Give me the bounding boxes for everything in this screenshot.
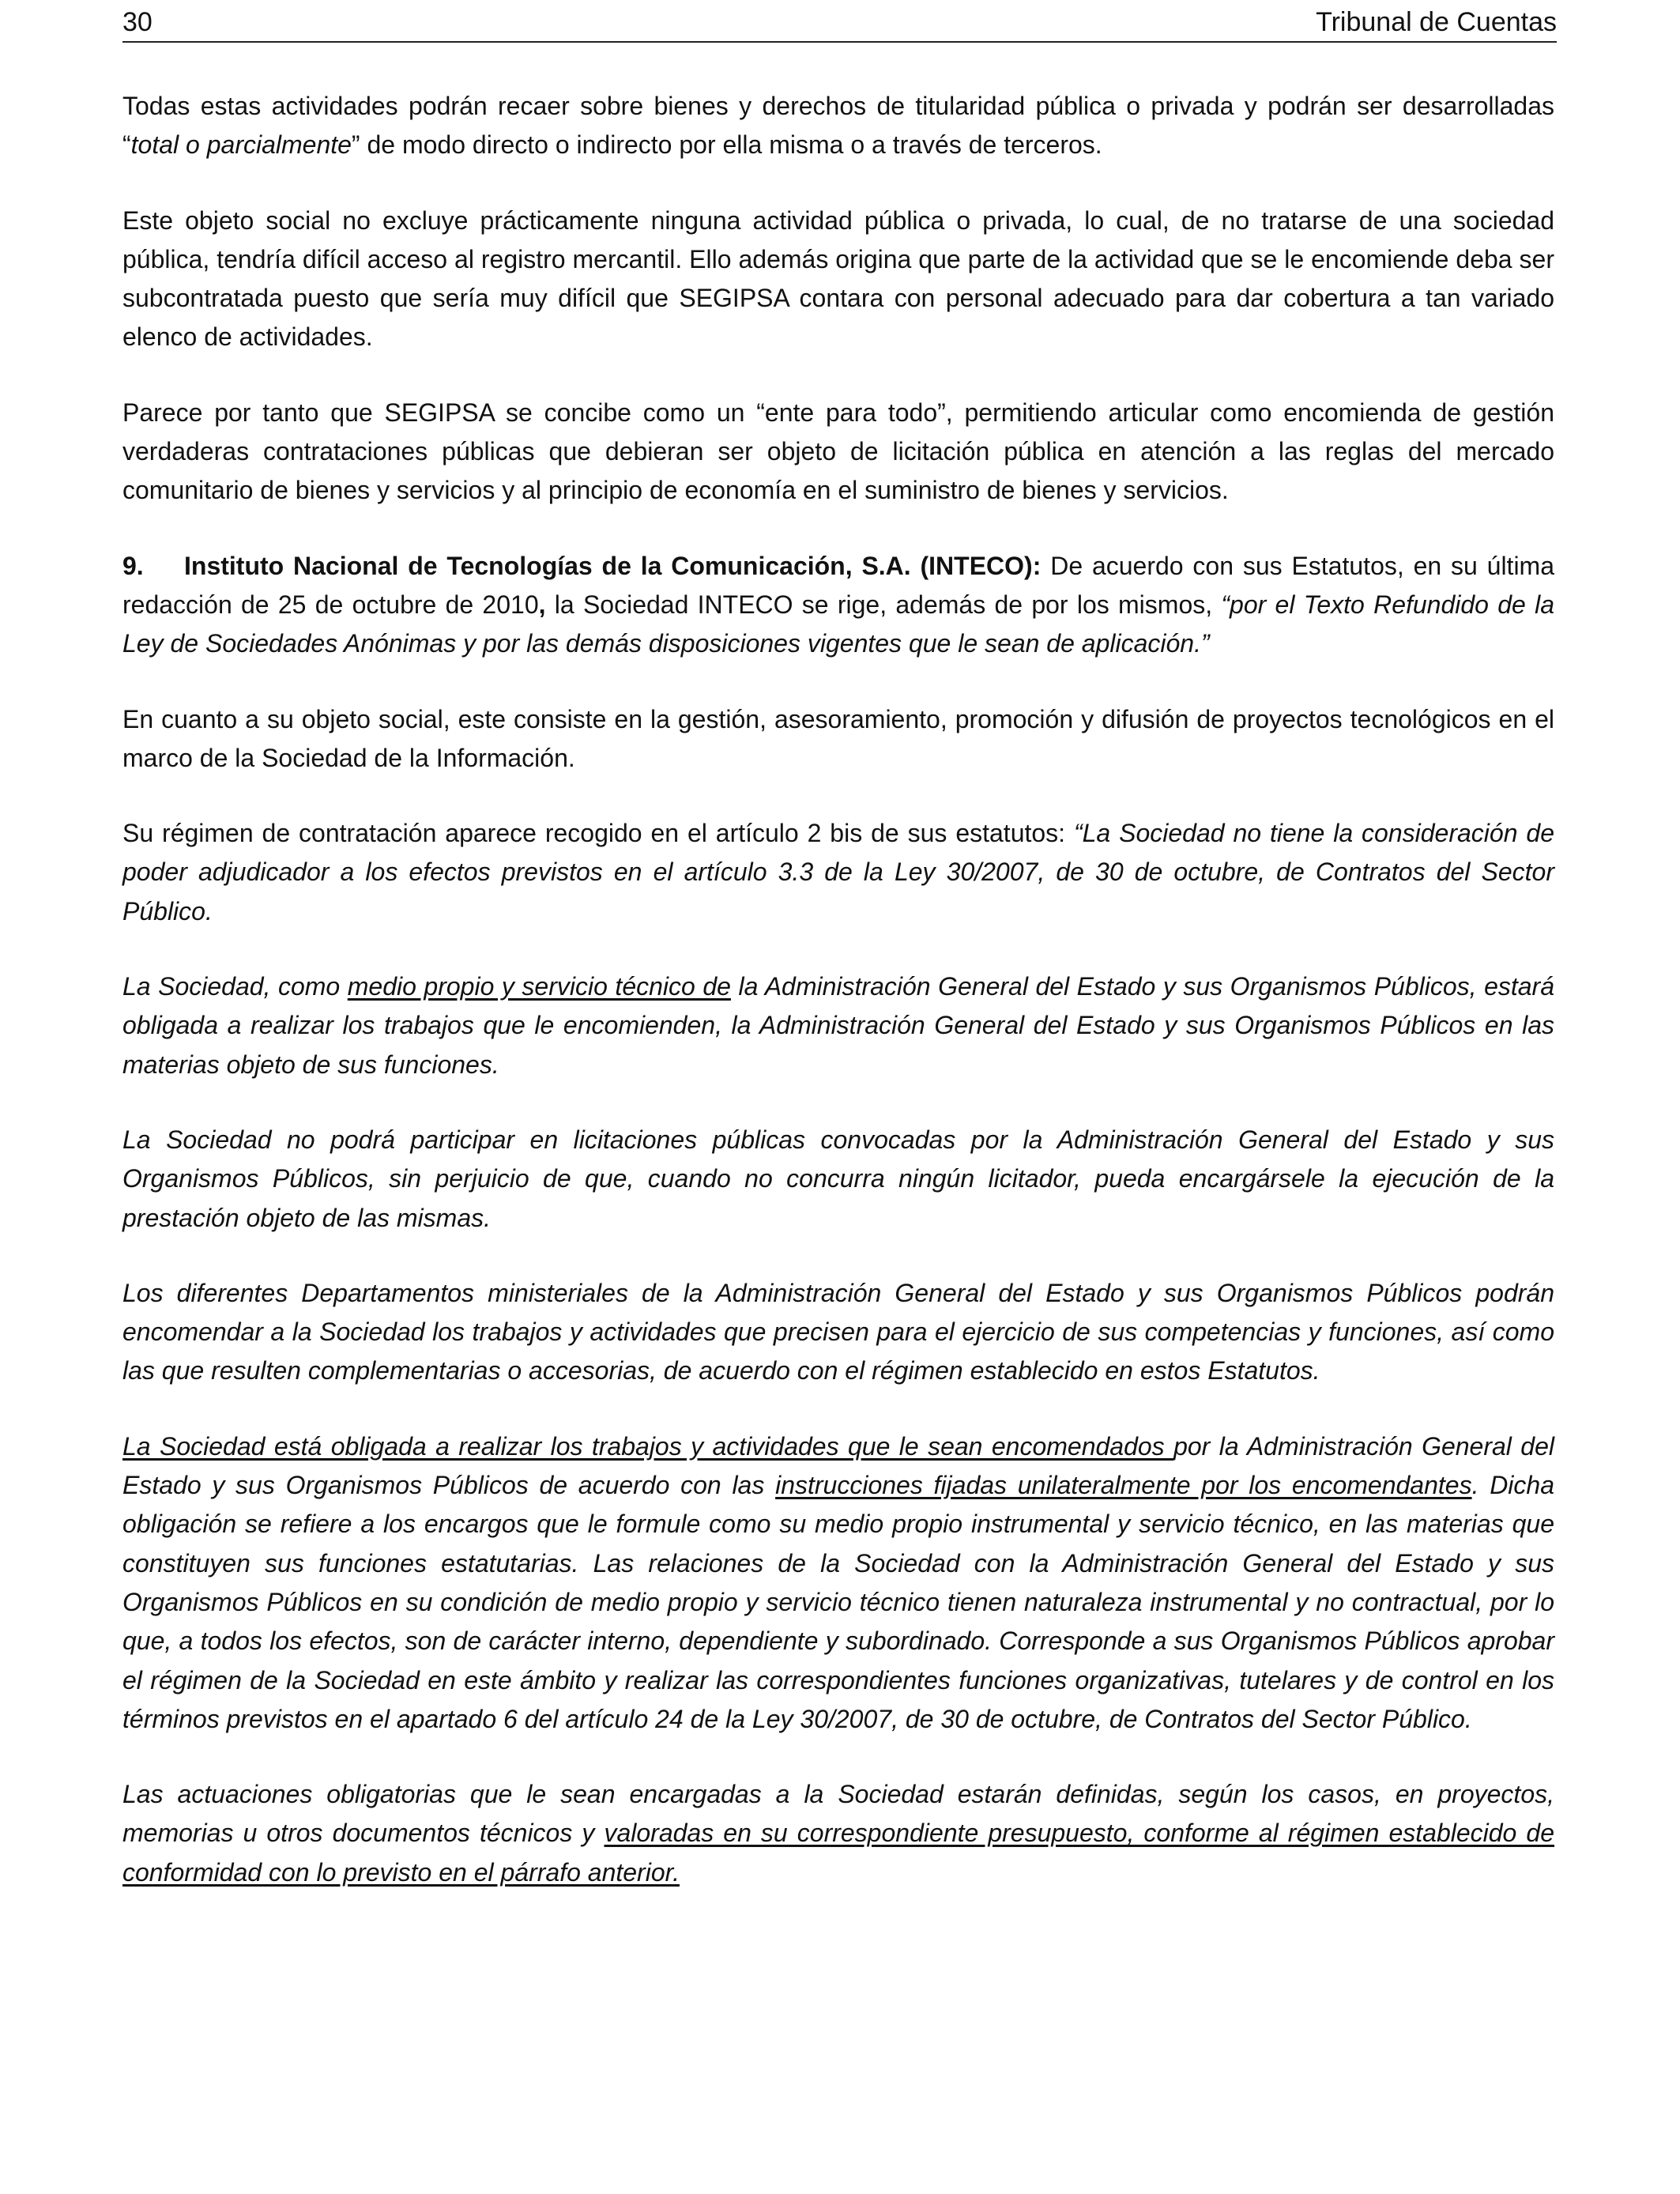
- paragraph-6: [122, 814, 1554, 931]
- paragraph-10: [122, 1427, 1554, 1739]
- paragraph-11: [122, 1775, 1554, 1892]
- p1-italic: total o parcialmente: [130, 130, 352, 160]
- p8-text: La Sociedad no podrá participar en licitaciones públicas convocadas por la Administración General del Estado y sus Organismos Públicos, sin perjuicio de que, cuando no concurra ningún licitador, pueda encargársele la ejecución de la prestación objeto de las mismas.: [122, 1125, 1554, 1232]
- p9-text: Los diferentes Departamentos ministeriales de la Administración General del Estado y sus Organismos Públicos podrán encomendar a la Sociedad los trabajos y actividades que precisen para el ejercicio de sus competencias y funciones, así como las que resulten complementarias o accesorias, de acuerdo con el régimen establecido en estos Estatutos.: [122, 1278, 1554, 1385]
- page-header: [122, 5, 1557, 43]
- p2-text: Este objeto social no excluye prácticamente ninguna actividad pública o privada, lo cual, de no tratarse de una sociedad pública, tendría difícil acceso al registro mercantil. Ello además origina que parte de la actividad que se le encomiende deba ser subcontratada puesto que sería muy difícil que SEGIPSA contara con personal adecuado para dar cobertura a tan variado elenco de actividades.: [122, 205, 1554, 352]
- paragraph-5: [122, 700, 1554, 778]
- p1-text-c: ” de modo directo o indirecto por ella misma o a través de terceros.: [351, 130, 1102, 160]
- paragraph-4-inteco: [122, 547, 1554, 664]
- p10-text-a: por la Administración General del Estado y sus Organismos Públicos de acuerdo con las: [122, 1431, 1554, 1500]
- p7-text-b: la Administración General del Estado y sus Organismos Públicos, estará obligada a realizar los trabajos que le encomienden, la Administración General del Estado y sus Organismos Públicos en las materias objeto de sus funciones.: [122, 972, 1555, 1079]
- p7-underlined: medio propio y servicio técnico de: [347, 972, 731, 1001]
- paragraph-2: [122, 202, 1554, 357]
- p10-underlined-2: instrucciones fijadas unilateralmente por los encomendantes: [775, 1471, 1472, 1500]
- p4-text-a: De acuerdo con sus Estatutos, en su última redacción de 25 de octubre de 2010: [122, 551, 1555, 619]
- paragraph-3: [122, 394, 1554, 511]
- section-title: Instituto Nacional de Tecnologías de la Comunicación, S.A. (INTECO):: [184, 551, 1042, 580]
- header-title: Tribunal de Cuentas: [1316, 7, 1557, 37]
- document-body: [122, 87, 1554, 1928]
- p11-underlined: valoradas en su correspondiente presupuesto, conforme al régimen establecido de conformidad con lo previsto en el párrafo anterior.: [122, 1819, 1555, 1887]
- p1-text-a: Todas estas actividades podrán recaer sobre bienes y derechos de titularidad pública o privada y podrán ser desarrolladas “: [122, 92, 1554, 160]
- paragraph-1: [122, 87, 1554, 165]
- p11-text-a: Las actuaciones obligatorias que le sean encargadas a la Sociedad estarán definidas, según los casos, en proyectos, memorias u otros documentos técnicos y: [122, 1780, 1554, 1848]
- paragraph-8: [122, 1121, 1554, 1238]
- p5-text: En cuanto a su objeto social, este consiste en la gestión, asesoramiento, promoción y difusión de proyectos tecnológicos en el marco de la Sociedad de la Información.: [122, 704, 1554, 772]
- p4-text-b: la Sociedad INTECO se rige, además de por los mismos,: [545, 590, 1222, 619]
- p10-underlined-1: La Sociedad está obligada a realizar los trabajos y actividades que le sean encomendados: [122, 1431, 1174, 1461]
- paragraph-7: [122, 967, 1554, 1084]
- paragraph-9: [122, 1274, 1554, 1391]
- p3-text: Parece por tanto que SEGIPSA se concibe como un “ente para todo”, permitiendo articular como encomienda de gestión verdaderas contrataciones públicas que debieran ser objeto de licitación pública en atención a las reglas del mercado comunitario de bienes y servicios y al principio de economía en el suministro de bienes y servicios.: [122, 398, 1554, 505]
- section-number: 9.: [122, 551, 144, 580]
- p4-italic-quote: “por el Texto Refundido de la Ley de Sociedades Anónimas y por las demás disposiciones vigentes que le sean de aplicación.”: [122, 590, 1555, 658]
- p6-text-a: Su régimen de contratación aparece recogido en el artículo 2 bis de sus estatutos:: [122, 819, 1074, 848]
- page-number: 30: [122, 7, 153, 37]
- p7-text-a: La Sociedad, como: [122, 972, 348, 1001]
- p4-bold-comma: ,: [538, 590, 546, 619]
- p6-italic-quote: “La Sociedad no tiene la consideración de poder adjudicador a los efectos previstos en el artículo 3.3 de la Ley 30/2007, de 30 de octubre, de Contratos del Sector Público.: [122, 819, 1555, 925]
- p10-text-b: . Dicha obligación se refiere a los encargos que le formule como su medio propio instrumental y servicio técnico, en las materias que constituyen sus funciones estatutarias. Las relaciones de la Sociedad con la Administración General del Estado y sus Organismos Públicos en su condición de medio propio y servicio técnico tienen naturaleza instrumental y no contractual, por lo que, a todos los efectos, son de carácter interno, dependiente y subordinado. Corresponde a sus Organismos Públicos aprobar el régimen de la Sociedad en este ámbito y realizar las correspondientes funciones organizativas, tutelares y de control en los términos previstos en el apartado 6 del artículo 24 de la Ley 30/2007, de 30 de octubre, de Contratos del Sector Público.: [122, 1471, 1555, 1733]
